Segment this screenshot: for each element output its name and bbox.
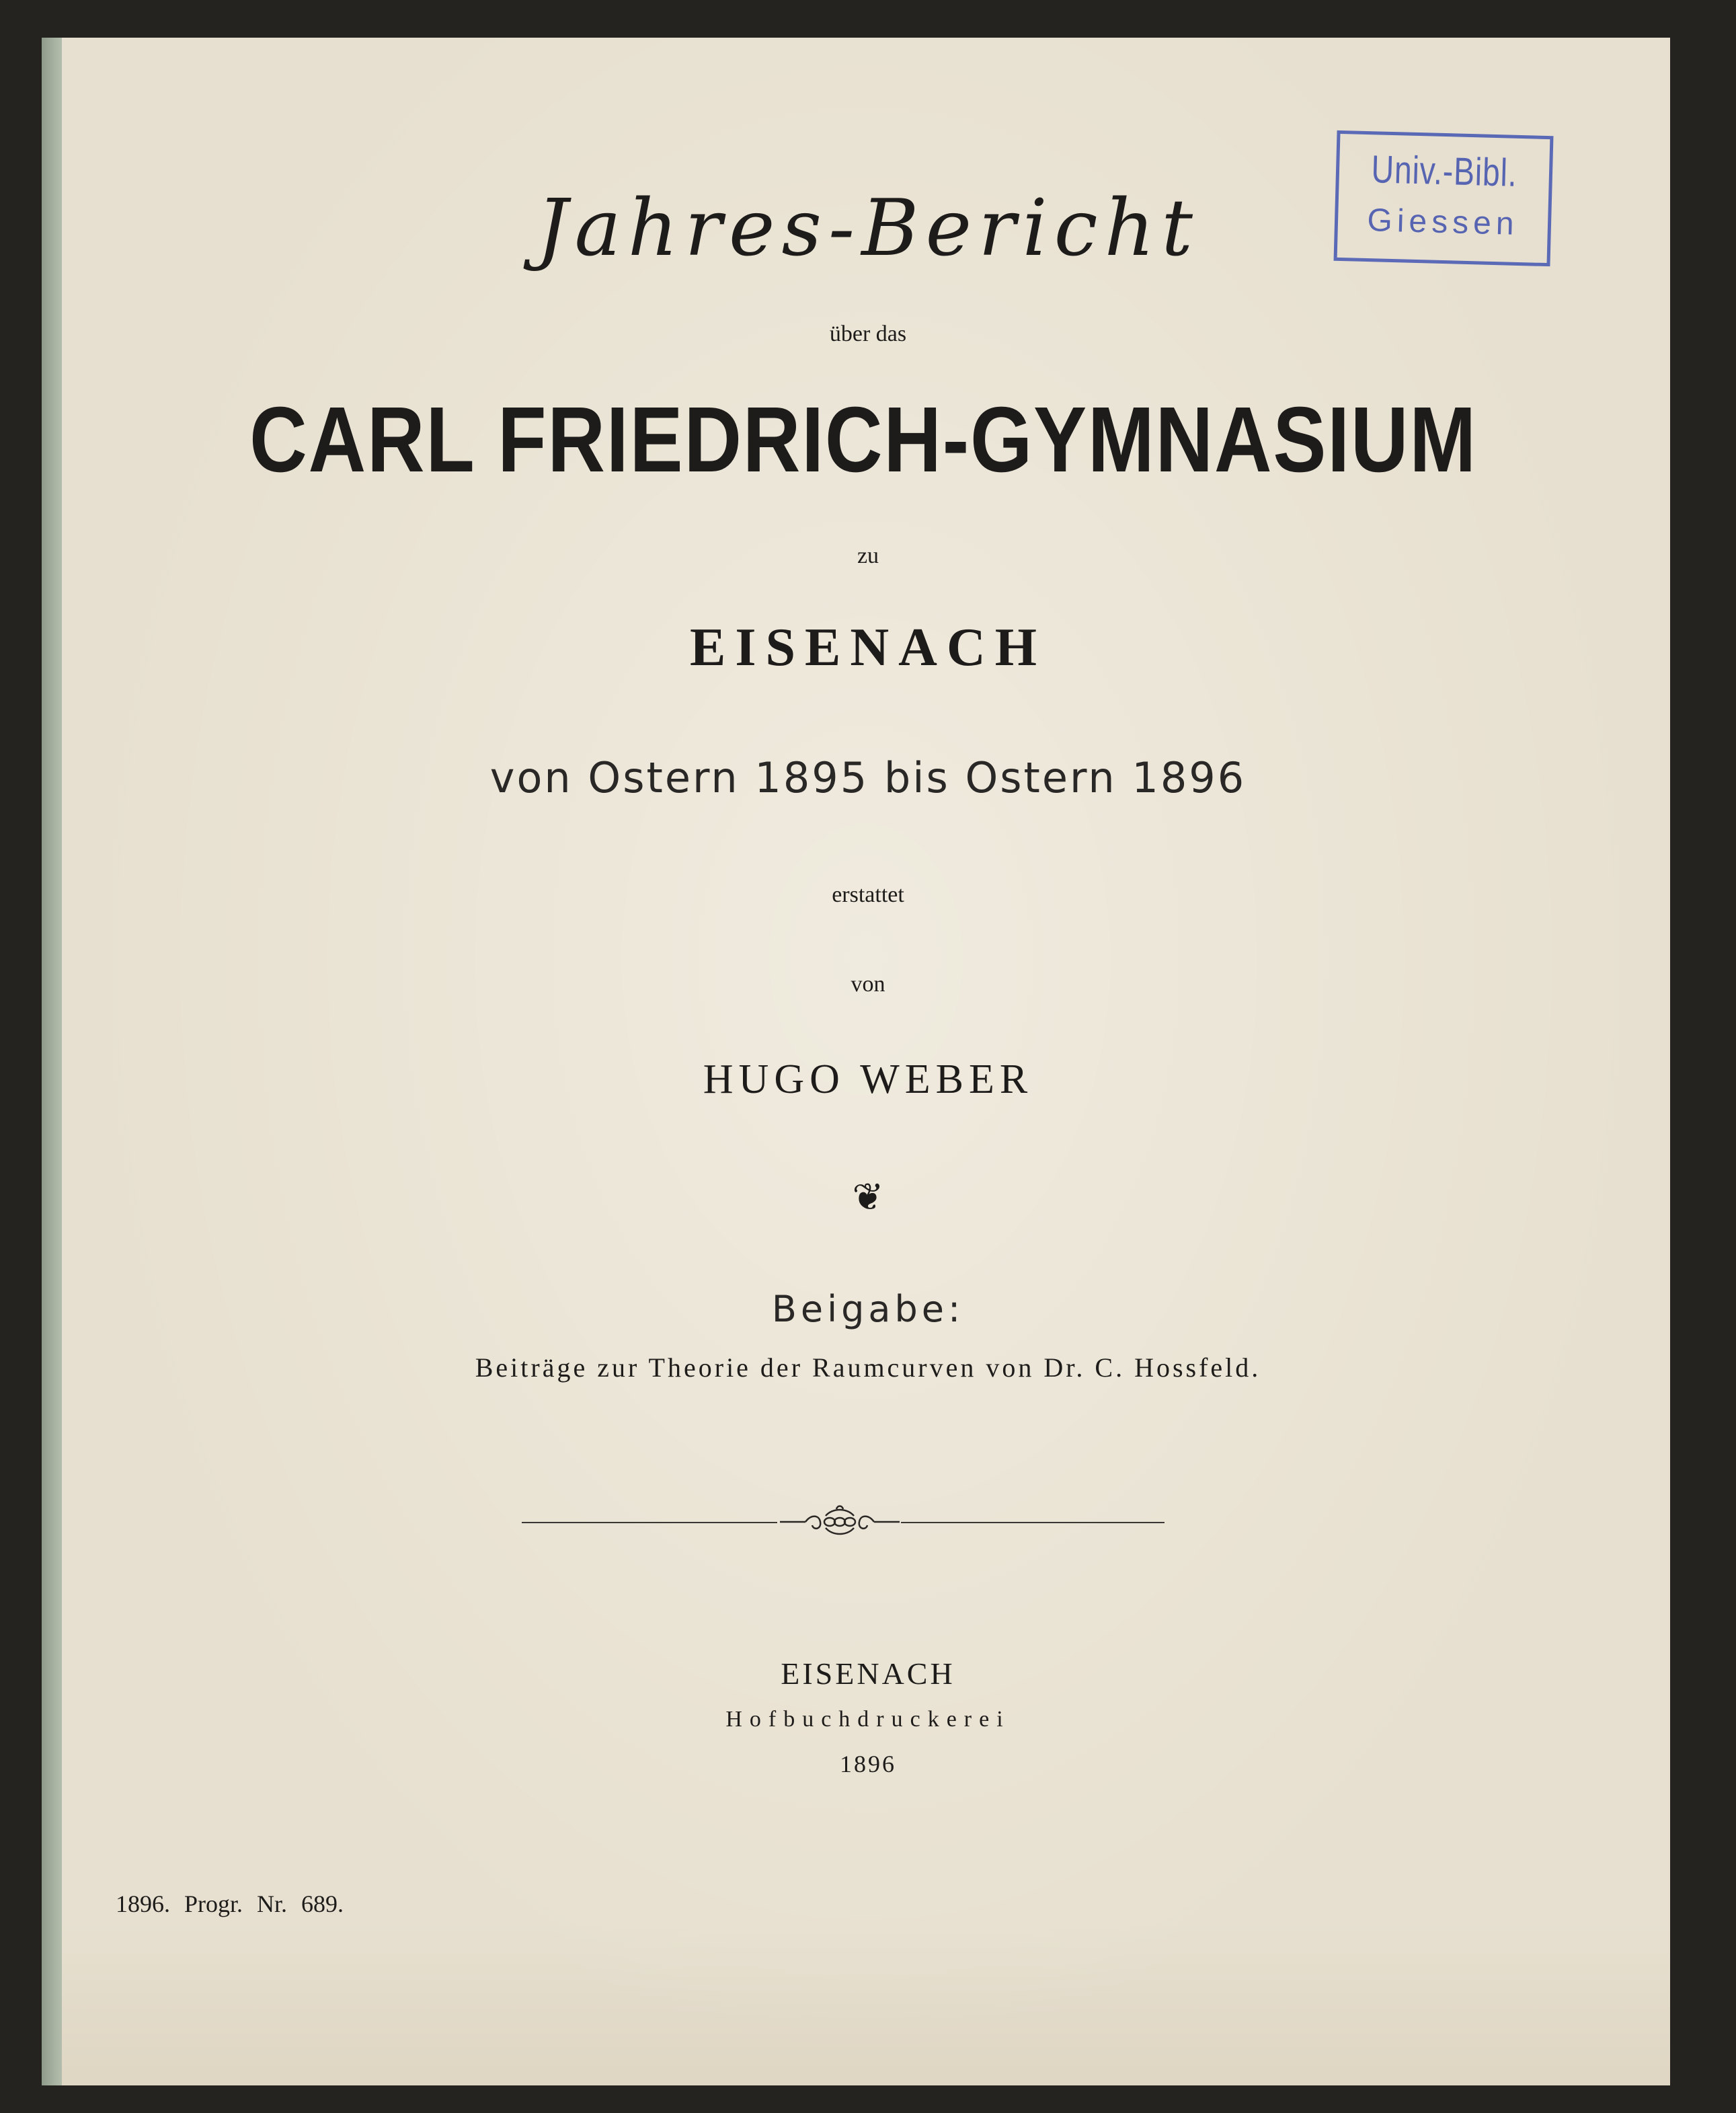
school-year-period: von Ostern 1895 bis Ostern 1896	[489, 753, 1247, 802]
von-text: von	[851, 972, 885, 997]
program-number-note: 1896. Progr. Nr. 689.	[116, 1890, 344, 1917]
fleuron-ornament-icon: ❦	[852, 1176, 884, 1219]
institution-name: CARL FRIEDRICH-GYMNASIUM	[249, 388, 1477, 492]
erstattet-text: erstattet	[832, 882, 904, 907]
author-name: HUGO WEBER	[703, 1056, 1033, 1102]
supplement-title: Beiträge zur Theorie der Raumcurven von Dr. C. Hossfeld.	[475, 1352, 1261, 1383]
divider-rule-right	[901, 1522, 1165, 1523]
stamp-line-1: Univ.-Bibl.	[1370, 147, 1518, 195]
stamp-line-2: Giessen	[1366, 202, 1520, 242]
imprint-place: EISENACH	[781, 1656, 955, 1691]
imprint-printer: Hofbuchdruckerei	[725, 1707, 1011, 1732]
supplement-label: Beigabe:	[771, 1288, 965, 1330]
scroll-ornament-icon	[779, 1502, 901, 1543]
imprint-year: 1896	[840, 1751, 896, 1777]
city-name: EISENACH	[690, 618, 1046, 677]
subtitle-ueber-das: über das	[829, 321, 907, 346]
report-title: Jahres-Bericht	[537, 183, 1199, 274]
library-stamp	[1334, 130, 1554, 266]
preposition-zu: zu	[857, 543, 879, 568]
divider-rule-left	[522, 1522, 777, 1523]
